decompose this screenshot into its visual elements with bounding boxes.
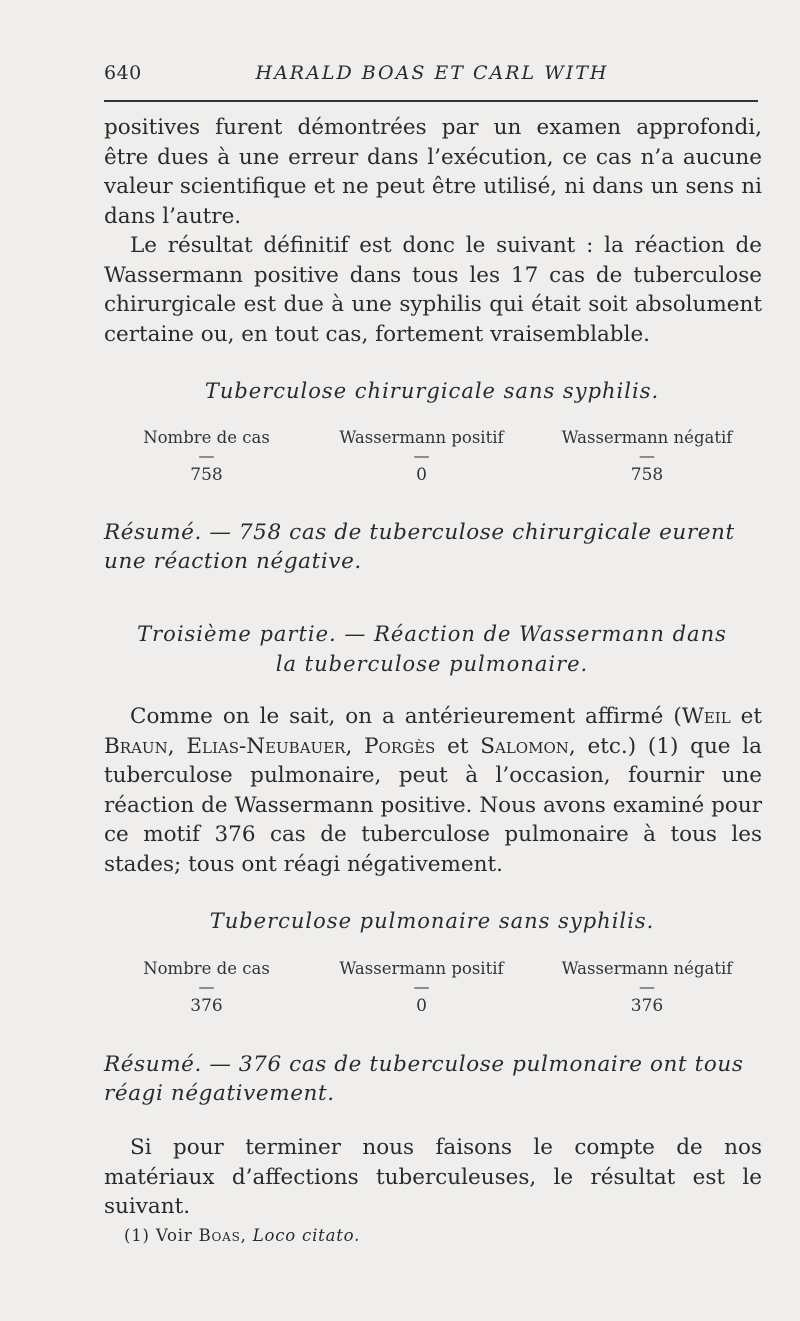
dash: — — [639, 977, 655, 996]
paragraph-4: Si pour terminer nous faisons le compte de nos matériaux d’affections tuberculeuses, le résultat est le suivant. — [104, 1135, 762, 1219]
table-dash-row — [104, 978, 760, 996]
table-pulmonary — [104, 959, 760, 1016]
part-three-title-line1: Troisième partie. — Réaction de Wassermann dans — [137, 622, 727, 646]
value-negative: 758 — [630, 465, 664, 485]
footnote-mark: (1) Voir — [124, 1226, 199, 1245]
body-text-middle — [104, 702, 762, 879]
table-dash-row — [104, 447, 760, 465]
header-positive: Wassermann positif — [339, 959, 504, 978]
running-head — [104, 62, 760, 92]
paragraph-2: Le résultat définitif est donc le suivant : la réaction de Wassermann positive dans tous les 17 cas de tuberculose chirurgicale est due à une syphilis qui était soit absolument certaine ou, en tout cas, fortement vraisemblable. — [104, 233, 762, 347]
paragraph-1: positives furent démontrées par un examen approfondi, être dues à une erreur dans l’exécution, ce cas n’a aucune valeur scientifique et ne peut être utilisé, ni dans un sens ni dans l’autre. — [104, 115, 762, 229]
header-rule — [104, 100, 758, 102]
author-elias-neubauer: Elias-Neubauer — [186, 733, 346, 759]
resume-surgical: Résumé. — 758 cas de tuberculose chirurgicale eurent une réaction négative. — [104, 520, 735, 574]
paragraph-3 — [104, 702, 762, 879]
value-count: 758 — [190, 465, 223, 485]
footnote-sep: , — [240, 1226, 253, 1245]
table-header-row — [104, 959, 760, 978]
dash: — — [639, 446, 655, 465]
connector: , — [345, 733, 365, 759]
section-title-surgical: Tuberculose chirurgicale sans syphilis. — [204, 379, 660, 403]
body-text-top — [104, 113, 762, 349]
table-value-row — [104, 996, 760, 1016]
header-count: Nombre de cas — [143, 959, 270, 978]
author-braun: Braun — [104, 733, 168, 759]
paragraph-3-text-a: Comme on le sait, on a antérieurement affirmé ( — [130, 704, 682, 729]
value-negative: 376 — [630, 996, 664, 1016]
value-positive: 0 — [416, 465, 427, 485]
part-three-title — [104, 619, 760, 679]
header-negative: Wassermann négatif — [561, 428, 733, 447]
table-surgical — [104, 428, 760, 485]
value-positive: 0 — [416, 996, 427, 1016]
page-number: 640 — [104, 62, 142, 84]
footnote — [124, 1226, 360, 1245]
value-count: 376 — [190, 996, 223, 1016]
body-text-bottom — [104, 1133, 762, 1222]
table-header-row — [104, 428, 760, 447]
part-three-title-line2: la tuberculose pulmonaire. — [275, 652, 589, 676]
header-count: Nombre de cas — [143, 428, 270, 447]
section-title-pulmonary: Tuberculose pulmonaire sans syphilis. — [209, 909, 655, 933]
footnote-reference: Loco citato. — [252, 1226, 361, 1245]
connector: et — [435, 733, 481, 759]
dash: — — [413, 446, 430, 465]
header-negative: Wassermann négatif — [561, 959, 733, 978]
resume-pulmonary: Résumé. — 376 cas de tuberculose pulmonaire ont tous réagi négativement. — [104, 1052, 744, 1106]
dash: — — [198, 977, 215, 996]
connector: , — [167, 733, 187, 759]
paragraph-3-text-b: , etc.) (1) que la tuberculose pulmonaire, peut à l’occasion, fournir une réaction de Wassermann positive. Nous avons examiné pour ce motif 376 cas de tuberculose pulmonaire à tous les stades; tous ont réagi négativement. — [104, 733, 762, 877]
author-weil: Weil — [681, 704, 731, 729]
table-value-row — [104, 465, 760, 485]
header-positive: Wassermann positif — [339, 428, 504, 447]
dash: — — [413, 977, 430, 996]
author-salomon: Salomon — [480, 733, 569, 759]
footnote-author: Boas — [198, 1226, 241, 1245]
author-porges: Porgès — [364, 733, 436, 759]
dash: — — [198, 446, 215, 465]
running-title: HARALD BOAS ET CARL WITH — [255, 62, 609, 84]
connector: et — [730, 704, 762, 729]
